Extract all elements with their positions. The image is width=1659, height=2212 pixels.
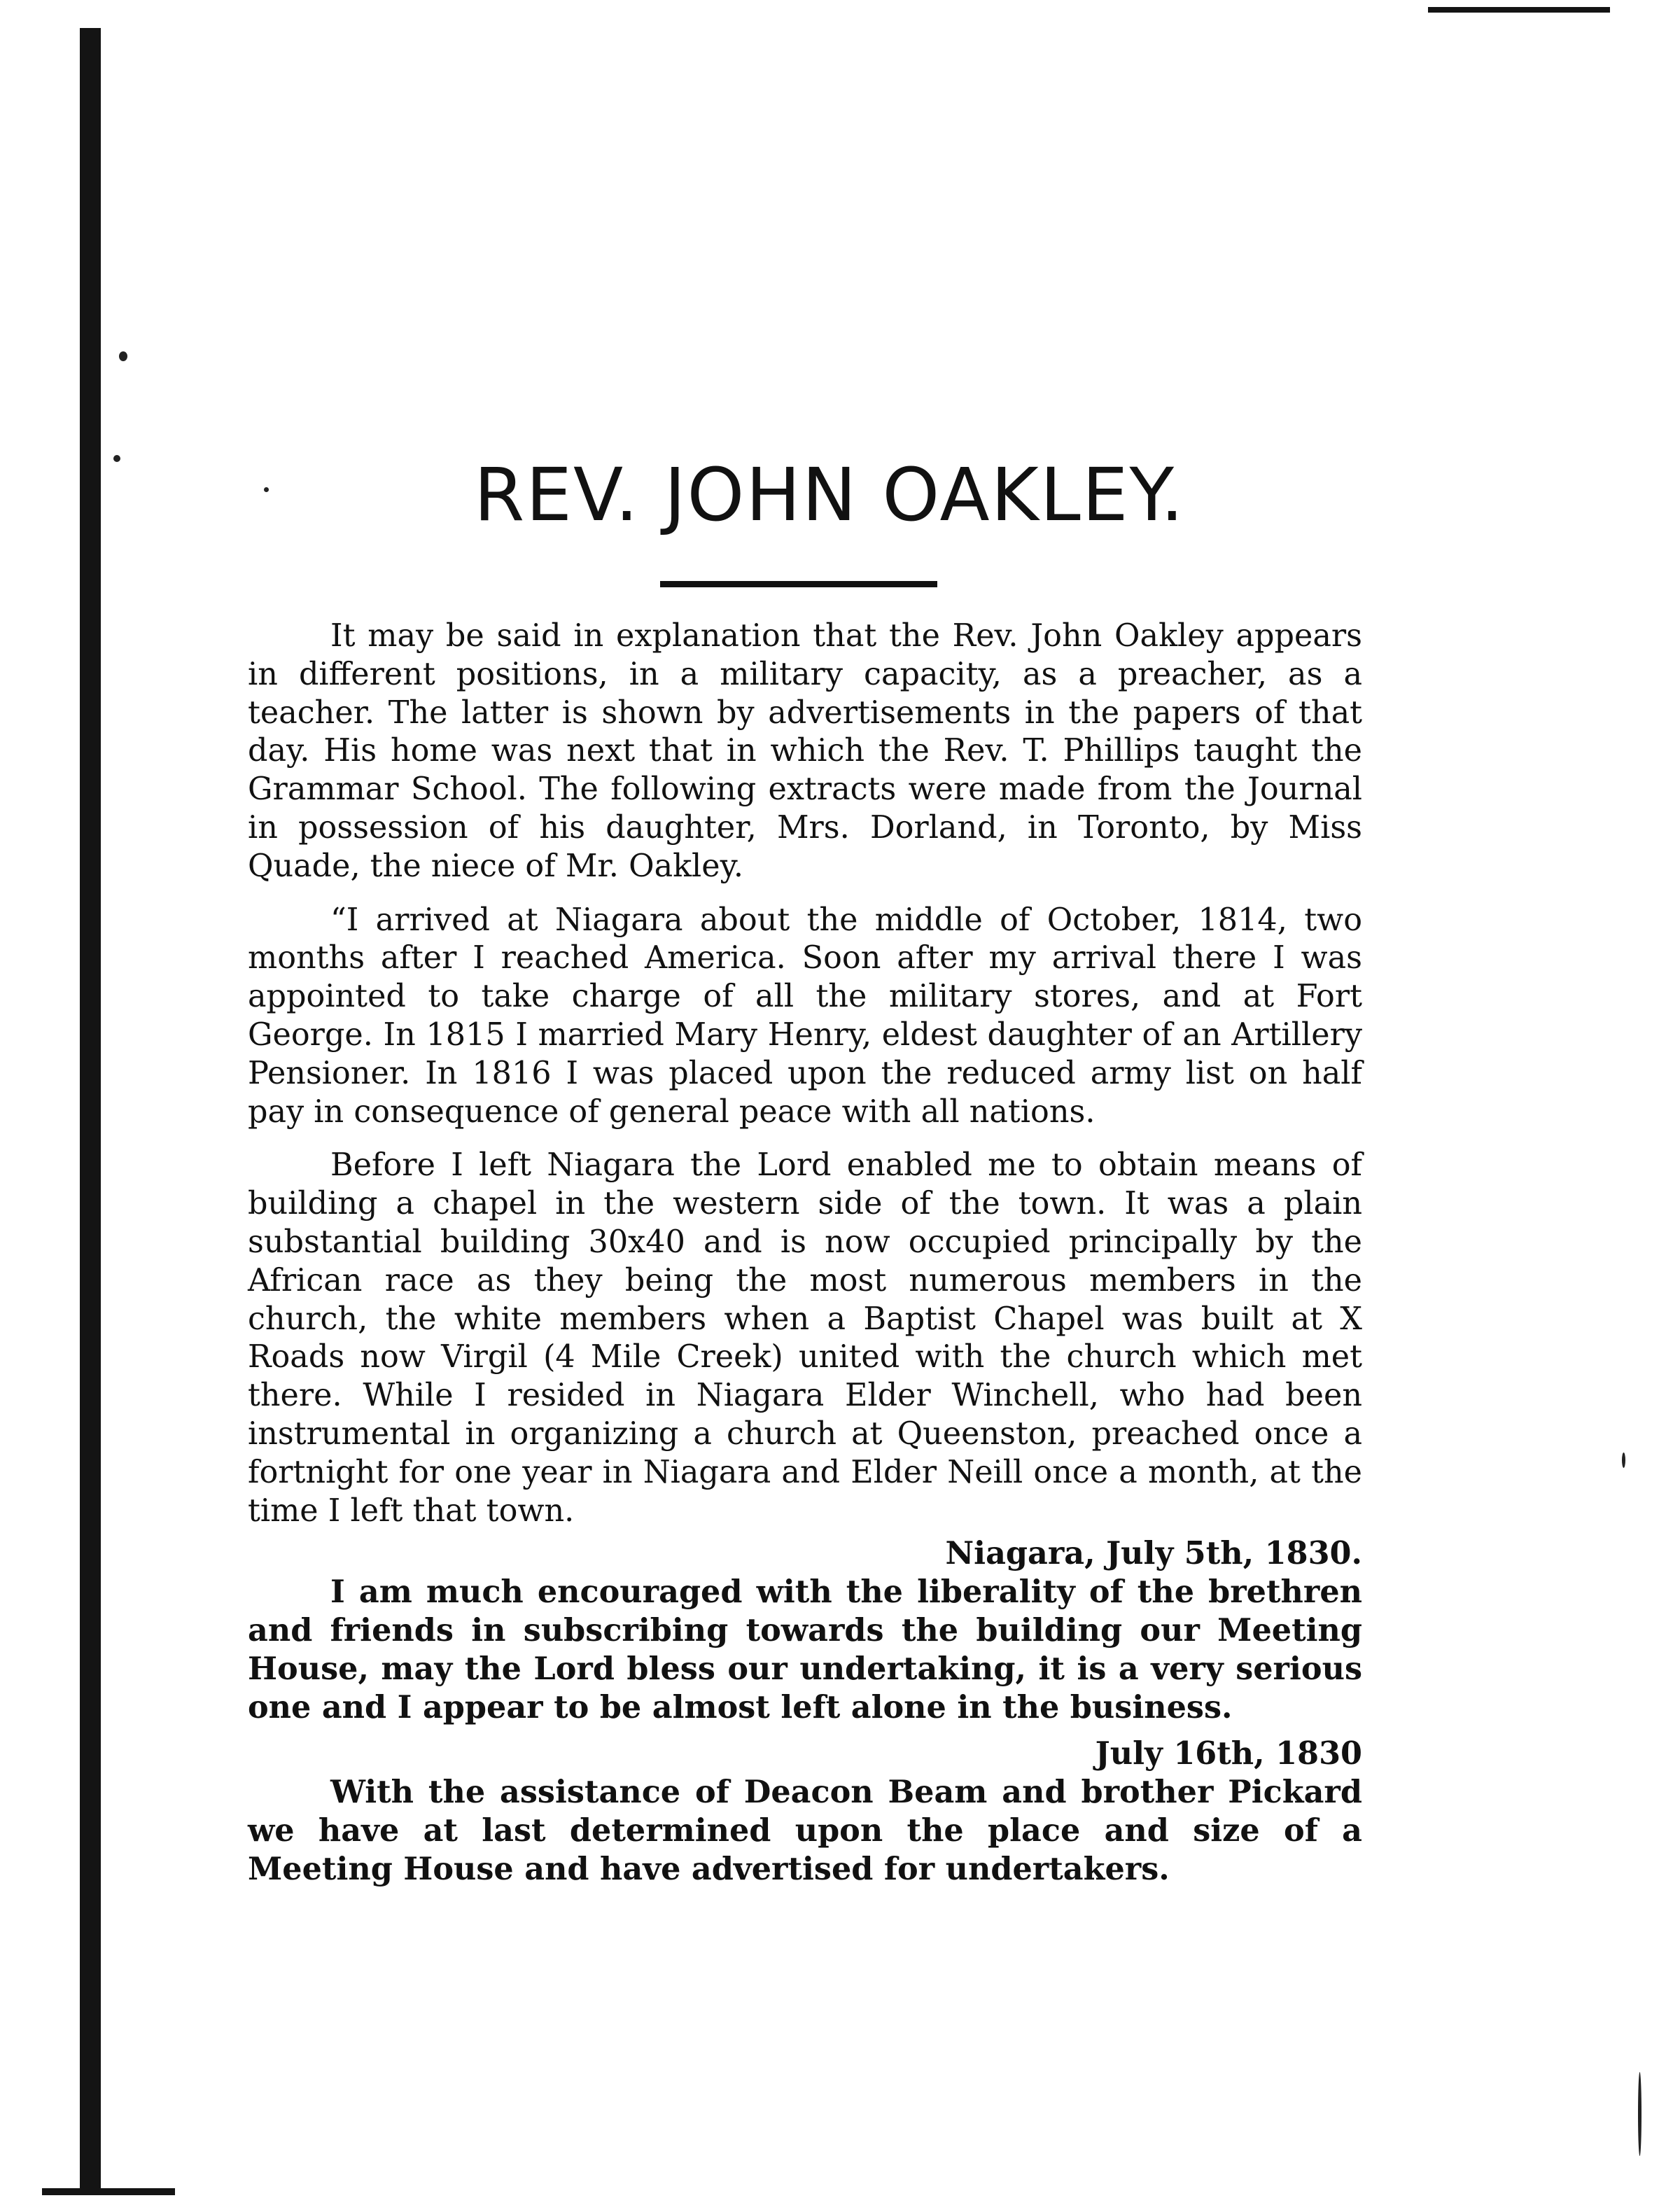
title-rule	[660, 581, 937, 587]
journal-entry-1: I am much encouraged with the liberality of the brethren and friends in subscribing towards the building our Meeting House, may the Lord bless our undertaking, it is a very serious one and I appear to be almost left alone in the business.	[248, 1574, 1362, 1726]
paragraph-chapel: Before I left Niagara the Lord enabled me to obtain means of building a chapel in the western side of the town. It was a plain substantial building 30x40 and is now occupied principally by the African race as they being the most numerous members in the church, the white members when a Baptist Chapel was built at X Roads now Virgil (4 Mile Creek) united with the church which met there. While I resided in Niagara Elder Winchell, who had been instrumental in organizing a church at Queenston, preached once a fortnight for one year in Niagara and Elder Neill once a month, at the time I left that town.	[248, 1147, 1362, 1529]
scan-speck	[1622, 1452, 1625, 1468]
binding-edge	[80, 28, 101, 2191]
scan-speck	[119, 351, 127, 361]
journal-date-1: Niagara, July 5th, 1830.	[945, 1535, 1362, 1572]
paragraph-arrival: “I arrived at Niagara about the middle of October, 1814, two months after I reached America. Soon after my arrival there I was appointed to take charge of all the military stores, and at Fort George. In 1815 I married Mary Henry, eldest daughter of an Artillery Pensioner. In 1816 I was placed upon the reduced army list on half pay in consequence of general peace with all nations.	[248, 902, 1362, 1130]
paragraph-introduction: It may be said in explanation that the Rev. John Oakley appears in different positions, in a military capacity, as a preacher, as a teacher. The latter is shown by advertisements in the papers of that day. His home was next that in which the Rev. T. Phillips taught the Grammar School. The following extracts were made from the Journal in possession of his daughter, Mrs. Dorland, in Toronto, by Miss Quade, the niece of Mr. Oakley.	[248, 618, 1362, 884]
top-edge-mark	[1428, 7, 1610, 13]
journal-date-2: July 16th, 1830	[1095, 1735, 1362, 1772]
page-title: REV. JOHN OAKLEY.	[474, 452, 1185, 538]
scan-speck	[1638, 2072, 1642, 2156]
article-body	[248, 617, 1362, 1904]
journal-entry-2: With the assistance of Deacon Beam and brother Pickard we have at last determined upon the place and size of a Meeting House and have advertised for undertakers.	[248, 1774, 1362, 1887]
binding-foot	[42, 2188, 175, 2195]
